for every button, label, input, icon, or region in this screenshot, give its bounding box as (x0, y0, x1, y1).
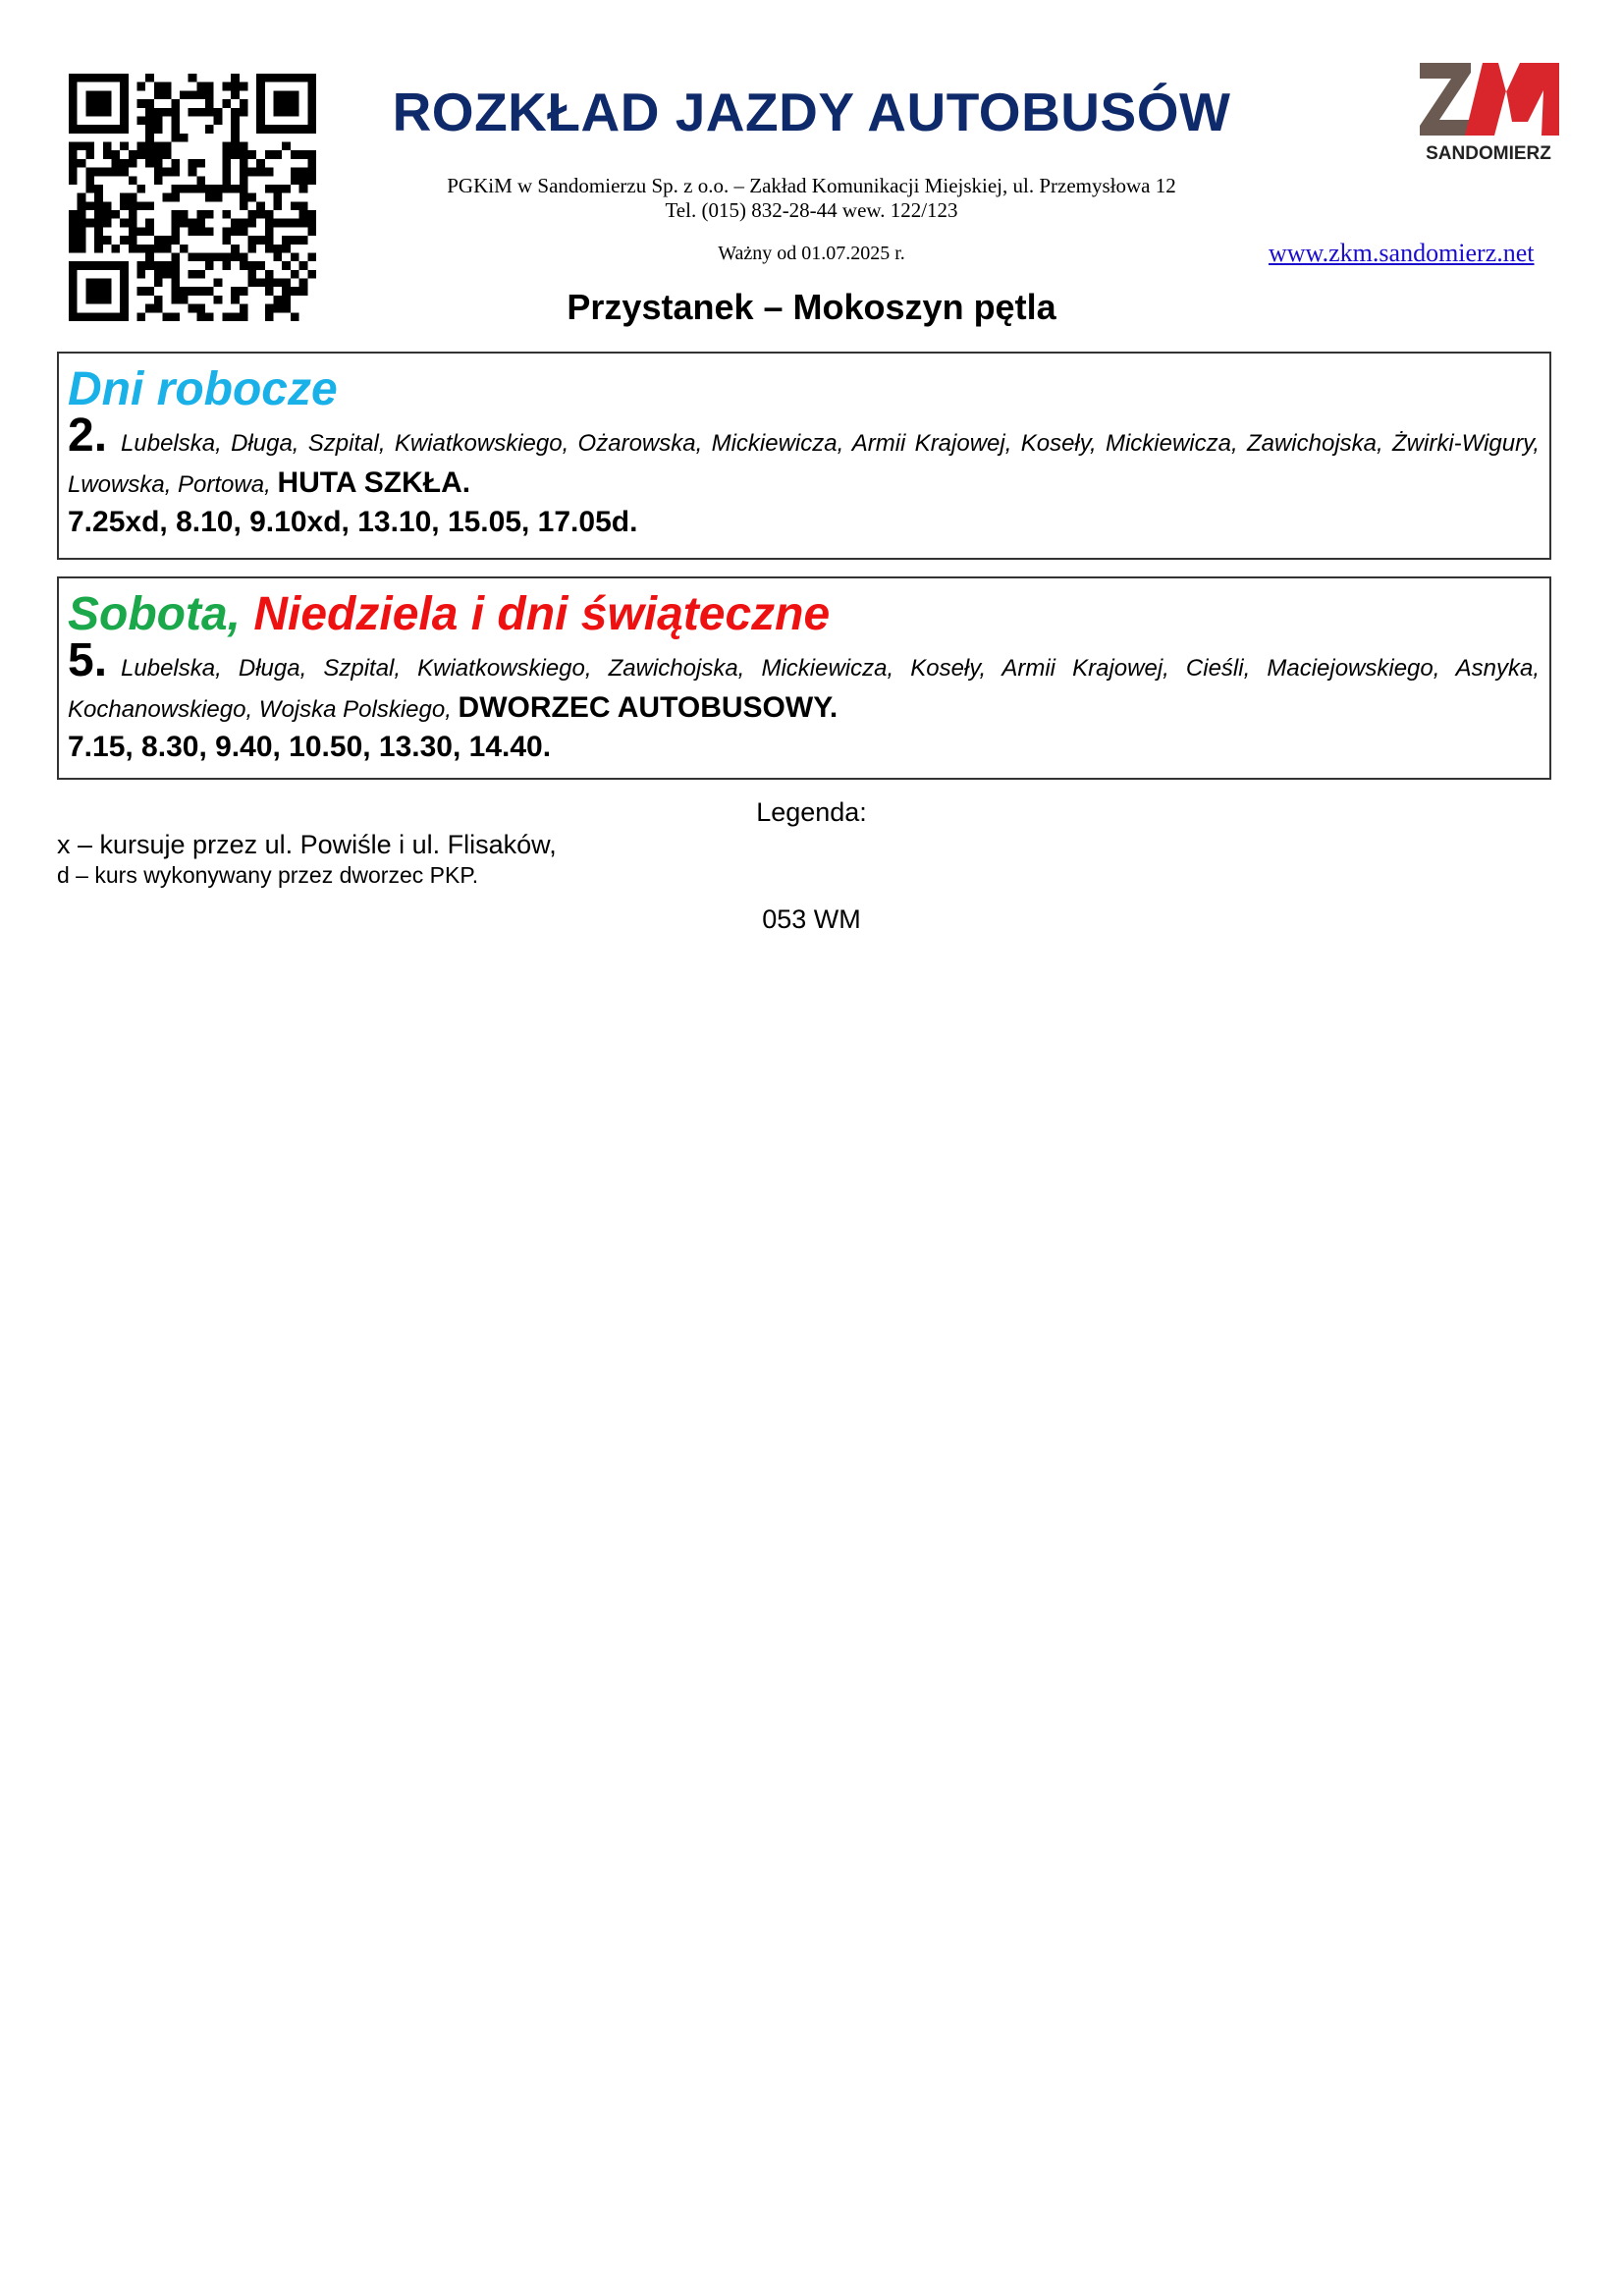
page-title: ROZKŁAD JAZDY AUTOBUSÓW (392, 82, 1231, 142)
weekend-line-number: 5. (68, 634, 108, 686)
weekday-route-streets: Lubelska, Długa, Szpital, Kwiatkowskiego, Ożarowska, Mickiewicza, Armii Krajowej, Koseły, Mickiewicza, Zawichojska, Żwirki-Wigury, Lwowska, Portowa, (68, 430, 1540, 498)
legend-d: d – kurs wykonywany przez dworzec PKP. (57, 862, 479, 888)
footer-code: 053 WM (762, 904, 861, 934)
weekend-times: 7.15, 8.30, 9.40, 10.50, 13.30, 14.40. (68, 731, 552, 763)
weekend-heading (68, 586, 1540, 643)
website-link[interactable]: www.zkm.sandomierz.net (1269, 239, 1535, 267)
saturday-heading: Sobota, (68, 588, 241, 640)
sunday-heading: Niedziela i dni świąteczne (253, 588, 831, 640)
legend-title: Legenda: (756, 797, 867, 827)
valid-from: Ważny od 01.07.2025 r. (718, 243, 905, 264)
company-phone: Tel. (015) 832-28-44 wew. 122/123 (665, 198, 958, 222)
weekday-line-number: 2. (68, 410, 108, 462)
weekday-heading: Dni robocze (68, 363, 338, 415)
weekday-route (68, 410, 1540, 505)
company-address: PGKiM w Sandomierzu Sp. z o.o. – Zakład Komunikacji Miejskiej, ul. Przemysłowa 12 (447, 174, 1176, 197)
weekday-times: 7.25xd, 8.10, 9.10xd, 13.10, 15.05, 17.05d. (68, 506, 638, 538)
weekend-schedule (57, 576, 1551, 780)
stop-name: Przystanek – Mokoszyn pętla (567, 287, 1056, 327)
weekday-destination: HUTA SZKŁA. (277, 466, 471, 499)
weekend-route (68, 634, 1540, 730)
legend-x: x – kursuje przez ul. Powiśle i ul. Flisaków, (57, 830, 557, 859)
weekend-route-streets: Lubelska, Długa, Szpital, Kwiatkowskiego, Zawichojska, Mickiewicza, Koseły, Armii Krajowej, Cieśli, Maciejowskiego, Asnyka, Kochanowskiego, Wojska Polskiego, (68, 655, 1540, 723)
logo-text: SANDOMIERZ (1426, 143, 1551, 164)
weekday-schedule (57, 352, 1551, 560)
weekend-destination: DWORZEC AUTOBUSOWY. (458, 691, 839, 724)
